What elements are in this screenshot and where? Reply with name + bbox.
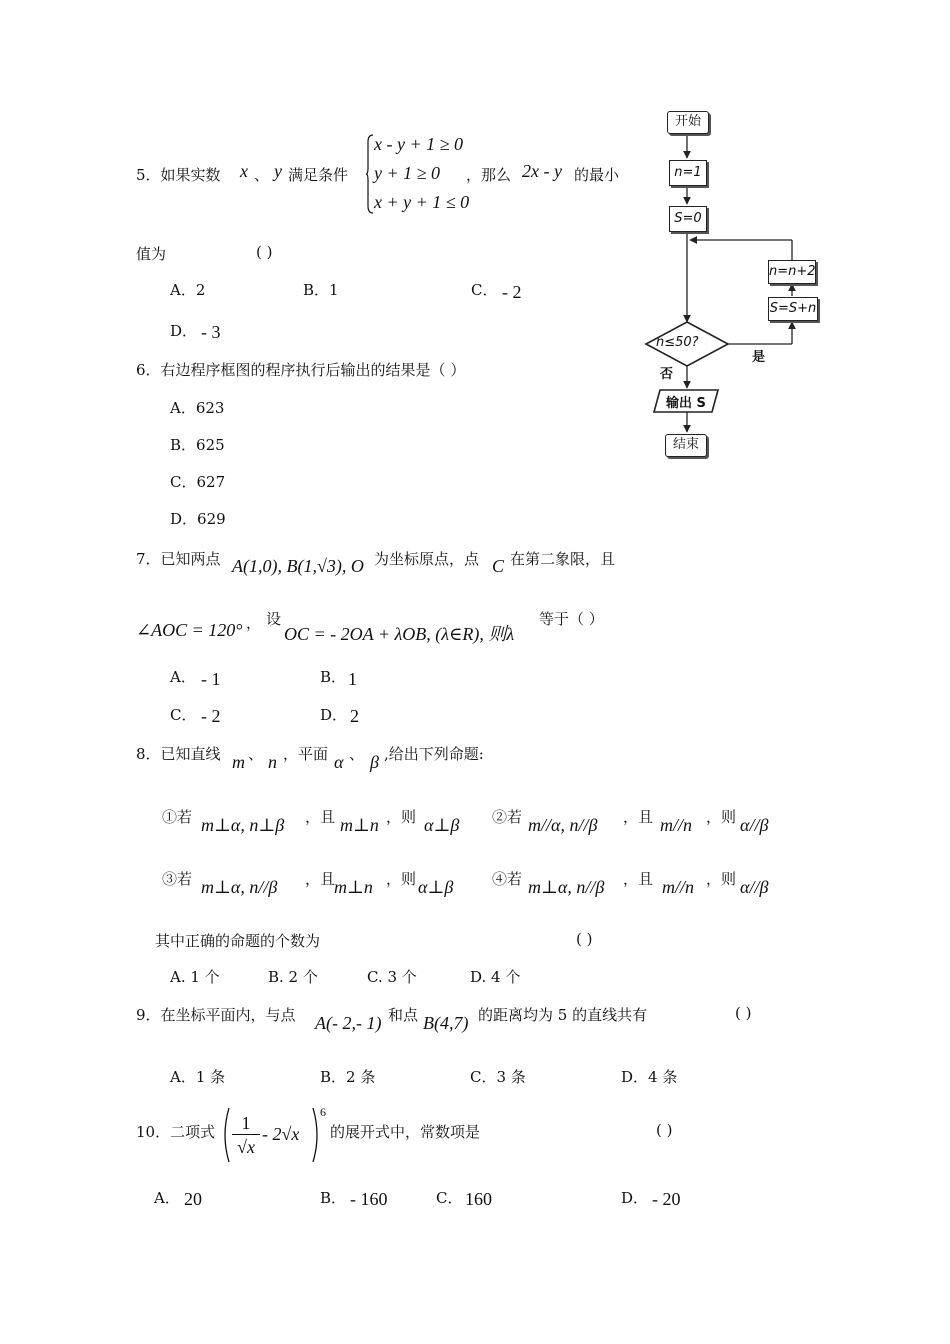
q8-sep2: 、 [349,745,365,763]
q5-option-c-value: - 2 [502,282,522,302]
q5-var-y: y [274,161,282,181]
flowchart-init-s: S=0 [669,206,707,232]
q10-option-a-label: A． [154,1189,180,1207]
q10-option-b-value: - 160 [350,1189,388,1209]
q8-sep: 、 [248,745,264,763]
q10-tail: 的展开式中，常数项是 [330,1123,481,1141]
q5-option-a: A．2 [170,281,206,299]
q7-angle: ∠AOC = 120° [136,620,243,640]
q5-line2: 值为 [136,245,167,263]
q5-tail: 的最小 [574,166,620,184]
q8-p1-qie: ，且 [305,808,336,826]
q5-paren: ( ) [256,243,273,261]
q10-paren: ( ) [656,1121,673,1139]
q8-alpha: α [334,752,344,772]
q9-option-d: D．4 条 [621,1068,678,1086]
q7-comma: ， [246,614,262,632]
q8-line-m: m [232,752,245,772]
q8-p1-ze: ，则 [386,808,417,826]
q10-option-c-value: 160 [465,1189,492,1209]
q8-p1-concl: α⊥β [424,815,460,835]
q7-point-c: C [492,556,505,576]
q7-dengyu: 等于（ ） [539,610,604,628]
q10-fraction-numerator: 1 [232,1112,260,1135]
q8-count-text: 其中正确的命题的个数为 [155,932,321,950]
q9-tail: 的距离均为 5 的直线共有 [478,1006,648,1024]
q7-option-a-label: A． [170,668,196,686]
q9-option-a: A．1 条 [170,1068,226,1086]
q9-paren: ( ) [735,1004,752,1022]
q8-p3-ze: ，则 [386,870,417,888]
q7-equation: OC = - 2OA + λOB, (λ∈R), 则λ [284,624,515,644]
flowchart-yes-label: 是 [752,350,766,365]
q5-var-x: x [240,161,248,181]
q8-p1-cond1: m⊥α, n⊥β [201,815,285,835]
q10-option-c-label: C． [436,1189,463,1207]
q10-option-a-value: 20 [184,1189,202,1209]
q5-sys-2: y + 1 ≥ 0 [374,163,441,183]
q5-cond-label: 满足条件 [288,166,349,184]
q7-option-a-value: - 1 [201,669,221,689]
flowchart-update-s: S=S+n [768,297,818,321]
q7-option-d-value: 2 [350,706,359,726]
q8-p1-cond2: m⊥n [340,815,379,835]
q8-p4-ze: ，则 [706,870,737,888]
q7-option-c-value: - 2 [201,706,221,726]
q7-lead: 7．已知两点 [136,550,221,568]
q5-lead: 5．如果实数 [136,166,221,184]
flowchart-output: 输出 S [666,396,706,411]
q8-option-b: B. 2 个 [268,968,318,986]
q5-option-d-value: - 3 [201,322,221,342]
q8-option-d: D. 4 个 [470,968,521,986]
q8-option-c: C. 3 个 [367,968,417,986]
q5-expr: 2x - y [522,161,562,181]
q5-then: ，那么 [466,166,512,184]
q9-point-a: A(- 2,- 1) [315,1013,382,1033]
q6-option-c: C．627 [170,473,226,491]
flowchart-connectors [640,100,840,470]
q8-p4-concl: α//β [740,877,769,897]
q9-point-b: B(4,7) [423,1013,469,1033]
q10-fraction [232,1112,260,1159]
q10-fraction-denominator: √x [237,1137,255,1157]
q5-sep: 、 [254,166,270,184]
q8-option-a: A. 1 个 [170,968,220,986]
q10-lead: 10．二项式 [136,1123,216,1141]
q8-tail: ,给出下列命题: [384,745,484,763]
q9-option-c: C．3 条 [470,1068,526,1086]
q10-exponent: 6 [320,1105,326,1119]
q8-p4-lead: ④若 [492,870,523,888]
q10-option-b-label: B． [320,1189,347,1207]
flowchart-update-n: n=n+2 [768,260,816,284]
q10-term: - 2√x [262,1124,300,1144]
q6-option-a: A．623 [170,399,225,417]
q7-points: A(1,0), B(1,√3), O [232,556,364,576]
q8-p3-concl: α⊥β [418,877,454,897]
flowchart-start: 开始 [667,111,709,134]
q5-option-c-label: C． [471,281,498,299]
q7-option-b-label: B． [320,668,347,686]
q8-p2-qie: ，且 [623,808,654,826]
q5-system-brace [366,134,374,214]
q9-lead: 9．在坐标平面内，与点 [136,1006,296,1024]
flowchart-no-label: 否 [660,367,674,382]
flowchart-end: 结束 [665,434,707,457]
q8-p3-cond1: m⊥α, n//β [201,877,278,897]
q8-p3-cond2: m⊥n [334,877,373,897]
q7-option-d-label: D． [320,706,348,724]
q10-option-d-value: - 20 [652,1189,681,1209]
q8-p3-qie: ，且 [305,870,336,888]
q5-option-b: B．1 [303,281,339,299]
q8-p2-lead: ②若 [492,808,523,826]
q8-beta: β [370,752,379,772]
q8-p4-cond2: m//n [662,877,695,897]
q8-p1-lead: ①若 [162,808,193,826]
q8-p3-lead: ③若 [162,870,193,888]
q8-plane: ，平面 [283,745,329,763]
flowchart-condition: n≤50? [656,335,699,350]
q9-and: 和点 [388,1006,419,1024]
q6-stem: 6．右边程序框图的程序执行后输出的结果是（ ） [136,361,466,379]
q7-option-c-label: C． [170,706,197,724]
flowchart-init-n: n=1 [669,160,707,186]
q8-p2-ze: ，则 [706,808,737,826]
q7-tail: 在第二象限，且 [510,550,616,568]
q7-she: 设 [266,610,282,628]
q5-option-d-label: D． [170,322,198,340]
q10-option-d-label: D． [621,1189,649,1207]
q6-option-d: D．629 [170,510,226,528]
q5-sys-1: x - y + 1 ≥ 0 [374,134,463,154]
q8-paren: ( ) [576,930,593,948]
q8-p4-cond1: m⊥α, n//β [528,877,605,897]
q8-line-n: n [268,752,277,772]
q8-lead: 8．已知直线 [136,745,221,763]
q7-mid: 为坐标原点，点 [374,550,480,568]
q5-sys-3: x + y + 1 ≤ 0 [374,192,470,212]
q6-option-b: B．625 [170,436,225,454]
q8-p2-cond2: m//n [660,815,693,835]
q9-option-b: B．2 条 [320,1068,376,1086]
q8-p4-qie: ，且 [623,870,654,888]
q8-p2-concl: α//β [740,815,769,835]
q8-p2-cond1: m//α, n//β [528,815,598,835]
q7-option-b-value: 1 [348,669,357,689]
